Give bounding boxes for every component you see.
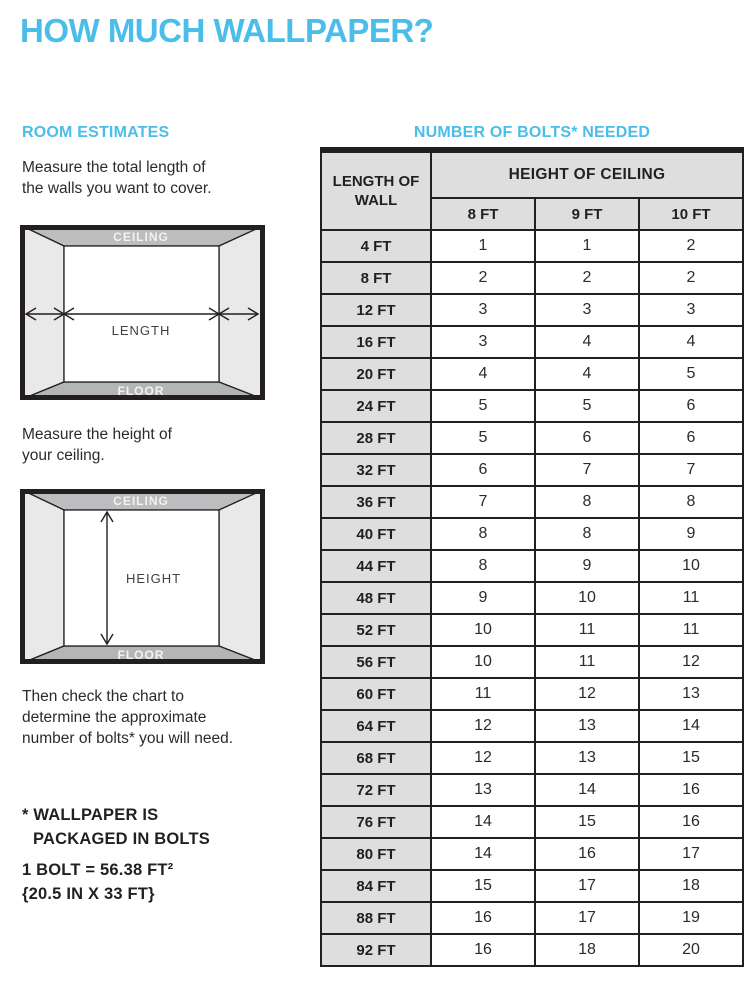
bolt-count-8ft: 9 <box>431 582 535 614</box>
floor-label: FLOOR <box>117 648 165 662</box>
bolt-count-8ft: 5 <box>431 390 535 422</box>
instruction-chart-line2: determine the approximate <box>22 709 207 726</box>
table-row <box>321 422 743 454</box>
bolt-count-10ft: 7 <box>639 454 743 486</box>
bolt-count-9ft: 11 <box>535 646 639 678</box>
row-length-label: 8 FT <box>321 262 431 294</box>
table-row <box>321 838 743 870</box>
instruction-chart <box>22 686 233 749</box>
bolts-table-body <box>321 230 743 966</box>
table-row <box>321 646 743 678</box>
right-wall <box>219 225 265 400</box>
table-row <box>321 230 743 262</box>
height-of-ceiling-header: HEIGHT OF CEILING <box>431 150 743 198</box>
table-row <box>321 326 743 358</box>
bolts-table <box>320 147 744 967</box>
bolt-count-8ft: 7 <box>431 486 535 518</box>
bolt-count-9ft: 17 <box>535 902 639 934</box>
table-row <box>321 486 743 518</box>
table-row <box>321 614 743 646</box>
row-length-label: 68 FT <box>321 742 431 774</box>
bolt-count-8ft: 13 <box>431 774 535 806</box>
row-length-label: 72 FT <box>321 774 431 806</box>
room-height-diagram <box>20 489 265 664</box>
table-row <box>321 806 743 838</box>
footnote-line2: PACKAGED IN BOLTS <box>33 830 210 848</box>
bolt-count-9ft: 11 <box>535 614 639 646</box>
bolt-count-9ft: 15 <box>535 806 639 838</box>
bolt-count-10ft: 4 <box>639 326 743 358</box>
bolt-count-8ft: 10 <box>431 646 535 678</box>
bolt-count-8ft: 10 <box>431 614 535 646</box>
bolt-count-10ft: 17 <box>639 838 743 870</box>
row-length-label: 88 FT <box>321 902 431 934</box>
bolt-count-9ft: 5 <box>535 390 639 422</box>
bolt-count-10ft: 3 <box>639 294 743 326</box>
bolt-count-9ft: 6 <box>535 422 639 454</box>
bolt-count-10ft: 9 <box>639 518 743 550</box>
bolt-count-10ft: 16 <box>639 806 743 838</box>
row-length-label: 36 FT <box>321 486 431 518</box>
table-row <box>321 582 743 614</box>
instruction-height <box>22 424 172 466</box>
bolt-dimensions: {20.5 IN X 33 FT} <box>22 885 155 903</box>
row-length-label: 4 FT <box>321 230 431 262</box>
bolt-count-9ft: 13 <box>535 742 639 774</box>
footnote-line1: * WALLPAPER IS <box>22 806 159 824</box>
bolt-count-10ft: 18 <box>639 870 743 902</box>
table-row <box>321 550 743 582</box>
bolt-count-10ft: 11 <box>639 582 743 614</box>
instruction-length-line2: the walls you want to cover. <box>22 180 212 197</box>
bolt-count-10ft: 8 <box>639 486 743 518</box>
bolt-count-10ft: 6 <box>639 390 743 422</box>
row-length-label: 20 FT <box>321 358 431 390</box>
bolt-count-10ft: 13 <box>639 678 743 710</box>
bolt-count-9ft: 10 <box>535 582 639 614</box>
bolt-count-8ft: 12 <box>431 710 535 742</box>
wallpaper-footnote <box>22 803 210 851</box>
bolt-count-9ft: 3 <box>535 294 639 326</box>
row-length-label: 76 FT <box>321 806 431 838</box>
length-measure-label: LENGTH <box>111 323 171 338</box>
table-row <box>321 518 743 550</box>
bolt-count-10ft: 2 <box>639 262 743 294</box>
table-row <box>321 742 743 774</box>
bolt-count-8ft: 14 <box>431 838 535 870</box>
bolt-count-8ft: 11 <box>431 678 535 710</box>
table-row <box>321 454 743 486</box>
floor-label: FLOOR <box>117 384 165 398</box>
table-row <box>321 934 743 966</box>
bolt-count-9ft: 18 <box>535 934 639 966</box>
row-length-label: 32 FT <box>321 454 431 486</box>
row-length-label: 44 FT <box>321 550 431 582</box>
ceiling-label: CEILING <box>113 230 169 244</box>
length-of-wall-header: LENGTH OF WALL <box>321 150 431 230</box>
table-row <box>321 294 743 326</box>
row-length-label: 12 FT <box>321 294 431 326</box>
bolt-count-9ft: 2 <box>535 262 639 294</box>
left-wall <box>20 489 64 664</box>
row-length-label: 40 FT <box>321 518 431 550</box>
instruction-chart-line3: number of bolts* you will need. <box>22 730 234 747</box>
table-row <box>321 390 743 422</box>
row-length-label: 64 FT <box>321 710 431 742</box>
bolt-count-9ft: 16 <box>535 838 639 870</box>
bolt-count-8ft: 3 <box>431 294 535 326</box>
height-measure-label: HEIGHT <box>126 571 182 586</box>
row-length-label: 16 FT <box>321 326 431 358</box>
bolt-count-8ft: 14 <box>431 806 535 838</box>
row-length-label: 28 FT <box>321 422 431 454</box>
room-length-diagram <box>20 225 265 400</box>
bolt-count-10ft: 15 <box>639 742 743 774</box>
table-row <box>321 774 743 806</box>
bolt-count-10ft: 2 <box>639 230 743 262</box>
bolt-size-info <box>22 858 173 906</box>
row-length-label: 24 FT <box>321 390 431 422</box>
bolt-count-10ft: 14 <box>639 710 743 742</box>
bolt-count-10ft: 19 <box>639 902 743 934</box>
right-wall <box>219 489 265 664</box>
bolt-count-9ft: 14 <box>535 774 639 806</box>
bolt-count-10ft: 6 <box>639 422 743 454</box>
col-header-10ft: 10 FT <box>639 198 743 230</box>
row-length-label: 84 FT <box>321 870 431 902</box>
bolt-count-8ft: 16 <box>431 902 535 934</box>
bolt-count-8ft: 8 <box>431 550 535 582</box>
bolt-count-8ft: 16 <box>431 934 535 966</box>
row-length-label: 48 FT <box>321 582 431 614</box>
bolt-count-9ft: 4 <box>535 326 639 358</box>
table-row <box>321 678 743 710</box>
instruction-chart-line1: Then check the chart to <box>22 688 184 705</box>
bolt-count-8ft: 15 <box>431 870 535 902</box>
bolts-needed-heading: NUMBER OF BOLTS* NEEDED <box>413 124 651 141</box>
bolt-count-8ft: 12 <box>431 742 535 774</box>
bolt-count-9ft: 8 <box>535 518 639 550</box>
row-length-label: 60 FT <box>321 678 431 710</box>
instruction-length <box>22 157 212 199</box>
bolt-count-9ft: 17 <box>535 870 639 902</box>
instruction-height-line2: your ceiling. <box>22 447 105 464</box>
bolt-count-9ft: 13 <box>535 710 639 742</box>
bolt-count-8ft: 6 <box>431 454 535 486</box>
bolt-count-9ft: 12 <box>535 678 639 710</box>
bolts-table-head <box>321 150 743 230</box>
bolt-count-8ft: 5 <box>431 422 535 454</box>
bolt-count-8ft: 4 <box>431 358 535 390</box>
bolts-table-container <box>320 147 744 967</box>
bolt-count-10ft: 10 <box>639 550 743 582</box>
page-title: HOW MUCH WALLPAPER? <box>20 12 434 49</box>
instruction-length-line1: Measure the total length of <box>22 159 206 176</box>
bolt-count-10ft: 16 <box>639 774 743 806</box>
instruction-height-line1: Measure the height of <box>22 426 172 443</box>
bolt-count-9ft: 9 <box>535 550 639 582</box>
bolt-count-9ft: 4 <box>535 358 639 390</box>
bolt-count-8ft: 3 <box>431 326 535 358</box>
row-length-label: 52 FT <box>321 614 431 646</box>
bolt-count-8ft: 2 <box>431 262 535 294</box>
bolt-count-10ft: 20 <box>639 934 743 966</box>
row-length-label: 80 FT <box>321 838 431 870</box>
left-wall <box>20 225 64 400</box>
table-row <box>321 902 743 934</box>
bolt-count-10ft: 5 <box>639 358 743 390</box>
row-length-label: 56 FT <box>321 646 431 678</box>
col-header-8ft: 8 FT <box>431 198 535 230</box>
bolt-equation: 1 BOLT = 56.38 FT² <box>22 861 174 879</box>
ceiling-label: CEILING <box>113 494 169 508</box>
bolt-count-10ft: 12 <box>639 646 743 678</box>
table-row <box>321 870 743 902</box>
table-row <box>321 710 743 742</box>
row-length-label: 92 FT <box>321 934 431 966</box>
table-row <box>321 358 743 390</box>
bolt-count-10ft: 11 <box>639 614 743 646</box>
bolt-count-9ft: 8 <box>535 486 639 518</box>
bolt-count-9ft: 7 <box>535 454 639 486</box>
bolt-count-8ft: 1 <box>431 230 535 262</box>
room-estimates-heading: ROOM ESTIMATES <box>22 124 170 141</box>
col-header-9ft: 9 FT <box>535 198 639 230</box>
bolt-count-9ft: 1 <box>535 230 639 262</box>
table-row <box>321 262 743 294</box>
bolt-count-8ft: 8 <box>431 518 535 550</box>
